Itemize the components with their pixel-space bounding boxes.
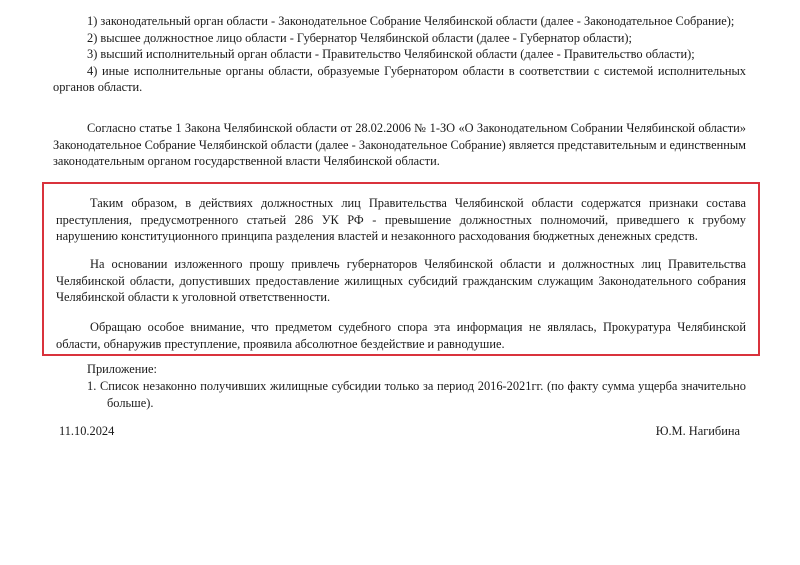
intro-list: [53, 13, 746, 96]
appendix-title: Приложение:: [87, 362, 157, 376]
law-paragraph: Согласно статье 1 Закона Челябинской области от 28.02.2006 № 1-ЗО «О Законодательном Собрании Челябинской области» Законодательное Собрание Челябинской области (далее - Законодательное Собрание) является представительным и единственным законодательным органом государственной власти Челябинской области.: [53, 121, 746, 169]
appendix-item: 1. Список незаконно получивших жилищные субсидии только за период 2016-2021гг. (по факту сумма ущерба значительно больше).: [87, 379, 746, 410]
intro-list-item-4: 4) иные исполнительные органы области, образуемые Губернатором области в соответствии с системой исполнительных органов области.: [53, 63, 746, 95]
intro-list-item-3: 3) высший исполнительный орган области - Правительство Челябинской области (далее - Правительство области);: [87, 47, 695, 62]
highlight-paragraph-3: Обращаю особое внимание, что предметом судебного спора эта информация не являлась, Прокуратура Челябинской области, обнаружив преступление, проявила абсолютное бездействие и равнодушие.: [56, 320, 746, 351]
signature-name: Ю.М. Нагибина: [655, 424, 740, 438]
highlight-paragraph-2: На основании изложенного прошу привлечь губернаторов Челябинской области и должностных лиц Правительства Челябинской области, допустивших предоставление жилищных субсидий гражданским служащим Законодательного собрания Челябинской области к уголовной ответственности.: [56, 257, 746, 305]
signature-date: 11.10.2024: [59, 424, 115, 438]
intro-list-item-2: 2) высшее должностное лицо области - Губернатор Челябинской области (далее - Губернатор области);: [87, 30, 632, 45]
highlighted-section: [42, 182, 760, 356]
intro-list-item-1: 1) законодательный орган области - Законодательное Собрание Челябинской области (далее - Законодательное Собрание);: [87, 14, 735, 28]
highlight-paragraph-1: Таким образом, в действиях должностных лиц Правительства Челябинской области содержатся признаки состава преступления, предусмотренного статьей 286 УК РФ - превышение должностных полномочий, приведшего к грубому нарушению конституционного принципа разделения властей и незаконного расходования бюджетных денежных средств.: [56, 196, 746, 244]
